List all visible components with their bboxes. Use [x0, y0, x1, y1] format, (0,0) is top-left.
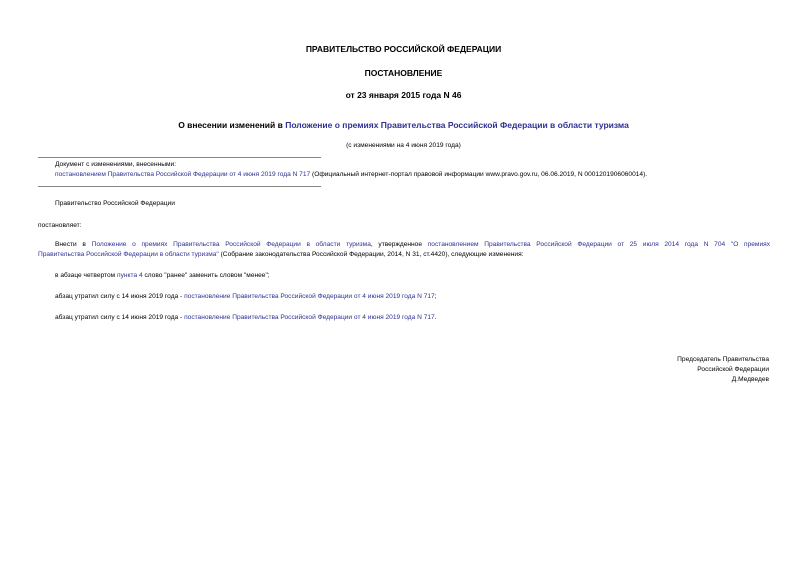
changes-decree-link[interactable]: постановлением Правительства Российской Федерации от 4 июня 2019 года N 717: [55, 171, 311, 178]
list-item-2: [55, 293, 437, 300]
para1-regulation-link[interactable]: Положение о премиях Правительства Российской Федерации в области туризма: [91, 241, 371, 248]
paragraph-1-line-2: [38, 251, 523, 258]
item3-text-a: абзац утратил силу с 14 июня 2019 года -: [55, 314, 185, 321]
government-rf-text: Правительство Российской Федерации: [55, 200, 175, 207]
para1-text-a: Внести в: [55, 241, 92, 248]
document-type: ПОСТАНОВЛЕНИЕ: [364, 68, 443, 78]
para1-decree-704-link-cont[interactable]: Правительства Российской Федерации в области туризма": [38, 251, 219, 258]
changes-publication-info: (Официальный интернет-портал правовой информации www.pravo.gov.ru, 06.06.2019, N 0001201906060014).: [310, 171, 648, 178]
changes-label: Документ с изменениями, внесенными:: [55, 161, 177, 168]
title-regulation-link[interactable]: Положение о премиях Правительства Российской Федерации в области туризма: [285, 120, 629, 130]
signature-position-line-2: Российской Федерации: [697, 366, 769, 373]
para1-text-c: (Собрание законодательства Российской Федерации, 2014, N 31, ст.4420), следующие изменения:: [218, 251, 524, 258]
item3-text-b: .: [434, 314, 437, 321]
document-title: [0, 120, 807, 130]
item1-point-4-link[interactable]: пункта 4: [117, 272, 143, 279]
changes-source: [55, 171, 647, 178]
list-item-1: [55, 272, 270, 279]
item1-text-b: слово "ранее" заменить словом "менее";: [142, 272, 270, 279]
decrees-text: постановляет:: [38, 222, 82, 229]
signature-name: Д.Медведев: [731, 376, 769, 383]
divider-bottom: [38, 186, 321, 187]
list-item-3: [55, 314, 437, 321]
item2-decree-717-link[interactable]: постановление Правительства Российской Федерации от 4 июня 2019 года N 717: [184, 293, 435, 300]
para1-decree-704-link[interactable]: постановлением Правительства Российской Федерации от 25 июля 2014 года N 704 "О премиях: [427, 241, 771, 248]
government-heading: ПРАВИТЕЛЬСТВО РОССИЙСКОЙ ФЕДЕРАЦИИ: [305, 44, 502, 54]
item1-text-a: в абзаце четвертом: [55, 272, 118, 279]
revision-note: (с изменениями на 4 июня 2019 года): [346, 142, 461, 149]
divider-top: [38, 157, 321, 158]
item3-decree-717-link[interactable]: постановление Правительства Российской Федерации от 4 июня 2019 года N 717: [184, 314, 435, 321]
para1-text-b: , утвержденное: [370, 241, 428, 248]
document-date-number: от 23 января 2015 года N 46: [345, 90, 462, 100]
paragraph-1-line-1: [55, 241, 770, 248]
item2-text-a: абзац утратил силу с 14 июня 2019 года -: [55, 293, 185, 300]
item2-text-b: ;: [434, 293, 437, 300]
title-prefix: О внесении изменений в: [178, 120, 286, 130]
signature-position-line-1: Председатель Правительства: [677, 356, 769, 363]
